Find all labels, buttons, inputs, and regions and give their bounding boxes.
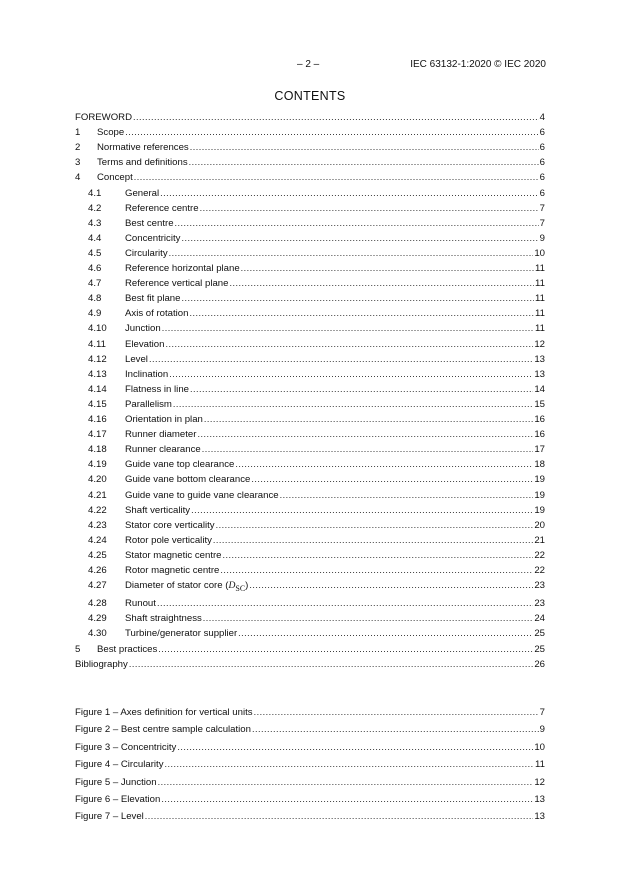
toc-entry-number: 4.17 bbox=[88, 429, 107, 441]
toc-entry-label: Reference vertical plane bbox=[125, 278, 229, 290]
toc-entry-page: 6 bbox=[539, 127, 545, 139]
toc-entry[interactable] bbox=[88, 188, 545, 200]
toc-entry[interactable] bbox=[88, 565, 545, 577]
toc-entry-number: 1 bbox=[75, 127, 81, 139]
math-symbol: $D_{SC}$ bbox=[228, 580, 246, 593]
toc-entry[interactable] bbox=[88, 459, 545, 471]
toc-entry[interactable] bbox=[88, 203, 545, 215]
toc-entry-label: Axis of rotation bbox=[125, 308, 189, 320]
toc-entry-page: 13 bbox=[534, 353, 545, 365]
toc-entry-page: 7 bbox=[539, 217, 545, 229]
toc-entry[interactable] bbox=[88, 505, 545, 517]
contents-title: CONTENTS bbox=[274, 89, 346, 103]
toc-entry-page: 12 bbox=[534, 338, 545, 350]
toc-entry[interactable] bbox=[88, 414, 545, 426]
figure-entry-label: Figure 4 – Circularity bbox=[75, 759, 164, 771]
dot-leader bbox=[125, 127, 538, 137]
toc-entry-number: 4.25 bbox=[88, 549, 107, 561]
dot-leader bbox=[149, 354, 533, 364]
page-header-number: – 2 – bbox=[297, 59, 320, 70]
toc-entry-number: 4.20 bbox=[88, 474, 107, 486]
figure-entry-page: 13 bbox=[534, 811, 545, 823]
toc-entry[interactable] bbox=[88, 628, 545, 640]
dot-leader bbox=[169, 248, 534, 258]
toc-entry-page: 16 bbox=[534, 429, 545, 441]
toc-entry-label: Diameter of stator core $(D_{SC})$ bbox=[125, 580, 249, 593]
toc-entry[interactable] bbox=[75, 157, 545, 169]
figure-entry[interactable] bbox=[75, 707, 545, 719]
toc-entry-label: Reference centre bbox=[125, 202, 199, 214]
toc-entry[interactable] bbox=[88, 520, 545, 532]
toc-entry-page: 11 bbox=[535, 308, 545, 320]
page-header-standard: IEC 63132-1:2020 © IEC 2020 bbox=[410, 59, 546, 70]
dot-leader bbox=[223, 550, 534, 560]
figure-entry[interactable] bbox=[75, 759, 545, 771]
toc-entry-page: 19 bbox=[534, 504, 545, 516]
toc-entry[interactable] bbox=[88, 490, 545, 502]
toc-entry[interactable] bbox=[88, 339, 545, 351]
dot-leader bbox=[158, 777, 534, 787]
toc-entry-page: 18 bbox=[534, 459, 545, 471]
toc-entry-number: 4.6 bbox=[88, 263, 102, 274]
toc-entry-page: 11 bbox=[535, 293, 545, 305]
dot-leader bbox=[203, 613, 534, 623]
toc-entry[interactable] bbox=[75, 112, 545, 124]
dot-leader bbox=[229, 278, 534, 288]
toc-entry-page: 11 bbox=[535, 323, 545, 335]
dot-leader bbox=[175, 218, 539, 228]
figure-entry-label: Figure 2 – Best centre sample calculation bbox=[75, 724, 251, 736]
toc-entry-number: 4.18 bbox=[88, 444, 107, 456]
toc-entry-label: Shaft verticality bbox=[125, 504, 191, 516]
dot-leader bbox=[238, 628, 533, 638]
dot-leader bbox=[160, 188, 539, 198]
toc-entry-page: 23 bbox=[534, 598, 545, 610]
toc-entry-label: Junction bbox=[125, 323, 161, 335]
toc-entry-number: 4.26 bbox=[88, 565, 107, 576]
dot-leader bbox=[157, 598, 533, 608]
dot-leader bbox=[181, 293, 534, 303]
toc-entry-number: 4.5 bbox=[88, 247, 102, 259]
toc-entry-number: 4.22 bbox=[88, 504, 107, 516]
toc-entry-page: 6 bbox=[539, 172, 545, 184]
toc-entry[interactable] bbox=[88, 580, 545, 592]
dot-leader bbox=[169, 369, 533, 379]
toc-entry-number: 4.10 bbox=[88, 323, 107, 335]
figure-entry-label: Figure 6 – Elevation bbox=[75, 794, 161, 805]
toc-entry[interactable] bbox=[88, 323, 545, 335]
figure-entry-page: 9 bbox=[539, 724, 545, 736]
dot-leader bbox=[197, 429, 533, 439]
toc-entry-label: Rotor magnetic centre bbox=[125, 565, 220, 576]
toc-entry-page: 21 bbox=[534, 534, 545, 546]
figure-entry-label: Figure 3 – Concentricity bbox=[75, 741, 177, 753]
toc-entry[interactable] bbox=[88, 218, 545, 230]
dot-leader bbox=[165, 339, 533, 349]
toc-entry-label: Scope bbox=[97, 127, 125, 139]
toc-entry-label: Parallelism bbox=[125, 398, 172, 410]
toc-entry-page: 11 bbox=[535, 263, 545, 274]
toc-entry[interactable] bbox=[88, 598, 545, 610]
dot-leader bbox=[213, 535, 533, 545]
toc-entry-label: Best centre bbox=[125, 217, 174, 229]
toc-entry-label: Best practices bbox=[97, 643, 158, 655]
toc-entry-number: 4.27 bbox=[88, 580, 107, 592]
toc-entry-page: 6 bbox=[539, 157, 545, 169]
toc-entry-page: 14 bbox=[534, 383, 545, 395]
toc-entry-label: Turbine/generator supplier bbox=[125, 628, 238, 640]
toc-entry-label: Inclination bbox=[125, 368, 169, 380]
toc-entry[interactable] bbox=[75, 659, 545, 671]
toc-entry-number: 4.1 bbox=[88, 187, 102, 199]
toc-entry-number: 4.8 bbox=[88, 293, 102, 305]
toc-entry[interactable] bbox=[88, 429, 545, 441]
toc-entry[interactable] bbox=[88, 278, 545, 290]
toc-entry-page: 25 bbox=[534, 628, 545, 640]
toc-entry[interactable] bbox=[88, 308, 545, 320]
figure-entry[interactable] bbox=[75, 742, 545, 754]
toc-entry-page: 25 bbox=[534, 643, 545, 655]
toc-entry-number: 4.29 bbox=[88, 613, 107, 625]
dot-leader bbox=[235, 459, 533, 469]
toc-entry[interactable] bbox=[88, 613, 545, 625]
dot-leader bbox=[241, 263, 534, 273]
toc-entry-page: 16 bbox=[534, 414, 545, 425]
dot-leader bbox=[173, 399, 533, 409]
toc-entry-label: Runout bbox=[125, 598, 156, 610]
toc-entry[interactable] bbox=[88, 444, 545, 456]
toc-entry-label: Terms and definitions bbox=[97, 157, 188, 169]
toc-entry[interactable] bbox=[88, 233, 545, 245]
toc-entry-label: Runner diameter bbox=[125, 429, 197, 441]
toc-entry[interactable] bbox=[75, 142, 545, 154]
toc-entry-label: Best fit plane bbox=[125, 293, 181, 305]
figure-entry-label: Figure 5 – Junction bbox=[75, 776, 157, 788]
figure-entry[interactable] bbox=[75, 811, 545, 823]
toc-entry-label: Concept bbox=[97, 172, 133, 184]
toc-entry[interactable] bbox=[88, 263, 545, 275]
figure-entry[interactable] bbox=[75, 777, 545, 789]
toc-entry-number: 4.12 bbox=[88, 353, 107, 365]
toc-entry-page: 4 bbox=[539, 112, 545, 123]
dot-leader bbox=[251, 474, 533, 484]
toc-entry-label: Normative references bbox=[97, 142, 189, 154]
toc-entry-label: Concentricity bbox=[125, 232, 181, 244]
toc-entry-page: 13 bbox=[534, 368, 545, 380]
toc-entry[interactable] bbox=[88, 550, 545, 562]
toc-entry-page: 11 bbox=[535, 278, 545, 290]
toc-entry-number: 2 bbox=[75, 142, 81, 154]
toc-entry-number: 4.16 bbox=[88, 414, 107, 425]
toc-entry-page: 9 bbox=[539, 232, 545, 244]
toc-entry-number: 4.15 bbox=[88, 398, 107, 410]
toc-entry-number: 4.9 bbox=[88, 308, 102, 320]
toc-entry-label: Flatness in line bbox=[125, 383, 189, 395]
dot-leader bbox=[134, 172, 539, 182]
toc-entry-number: 4.3 bbox=[88, 217, 102, 229]
dot-leader bbox=[190, 142, 539, 152]
dot-leader bbox=[190, 384, 533, 394]
toc-entry-page: 10 bbox=[534, 247, 545, 259]
toc-entry[interactable] bbox=[88, 384, 545, 396]
toc-entry-number: 4.21 bbox=[88, 489, 107, 501]
dot-leader bbox=[177, 742, 533, 752]
toc-entry-number: 4.19 bbox=[88, 459, 107, 471]
toc-entry-page: 22 bbox=[534, 549, 545, 561]
toc-entry-page: 6 bbox=[539, 187, 545, 199]
dot-leader bbox=[158, 644, 533, 654]
dot-leader bbox=[189, 157, 539, 167]
toc-entry-label: Elevation bbox=[125, 338, 165, 350]
toc-entry-label: Circularity bbox=[125, 247, 168, 259]
toc-entry[interactable] bbox=[88, 535, 545, 547]
figure-entry-page: 7 bbox=[539, 707, 545, 718]
math-subscript: SC bbox=[235, 584, 246, 593]
toc-entry[interactable] bbox=[88, 399, 545, 411]
dot-leader bbox=[216, 520, 534, 530]
toc-entry-page: 23 bbox=[534, 580, 545, 592]
toc-entry-page: 24 bbox=[534, 613, 545, 625]
figure-entry[interactable] bbox=[75, 794, 545, 806]
dot-leader bbox=[165, 759, 535, 769]
toc-entry-label: Runner clearance bbox=[125, 444, 201, 456]
toc-entry-number: 4.24 bbox=[88, 534, 107, 546]
dot-leader bbox=[254, 707, 539, 717]
toc-entry-number: 4.14 bbox=[88, 383, 107, 395]
toc-entry-number: 5 bbox=[75, 643, 81, 655]
toc-entry-number: 4 bbox=[75, 172, 81, 184]
dot-leader bbox=[280, 490, 534, 500]
toc-entry-page: 26 bbox=[534, 658, 545, 670]
toc-entry-label: Reference horizontal plane bbox=[125, 263, 240, 274]
toc-entry-label: Bibliography bbox=[75, 658, 128, 670]
toc-entry-page: 17 bbox=[534, 444, 545, 456]
toc-entry-page: 22 bbox=[534, 565, 545, 576]
dot-leader bbox=[252, 724, 539, 734]
toc-entry-label: FOREWORD bbox=[75, 112, 133, 123]
figure-entry-page: 12 bbox=[534, 776, 545, 788]
toc-entry[interactable] bbox=[75, 644, 545, 656]
dot-leader bbox=[249, 580, 533, 590]
toc-entry[interactable] bbox=[88, 248, 545, 260]
toc-entry-page: 19 bbox=[534, 474, 545, 486]
dot-leader bbox=[133, 112, 539, 122]
figure-entry-label: Figure 1 – Axes definition for vertical units bbox=[75, 707, 253, 718]
toc-entry-number: 4.23 bbox=[88, 519, 107, 531]
toc-entry-number: 4.7 bbox=[88, 278, 102, 290]
toc-entry-label: Level bbox=[125, 353, 148, 365]
toc-entry-number: 4.2 bbox=[88, 202, 102, 214]
toc-entry-label: Guide vane to guide vane clearance bbox=[125, 489, 279, 501]
toc-entry[interactable] bbox=[75, 127, 545, 139]
toc-entry-number: 4.28 bbox=[88, 598, 107, 610]
toc-entry-number: 4.4 bbox=[88, 232, 102, 244]
toc-entry-label: Orientation in plan bbox=[125, 414, 203, 425]
toc-entry-page: 7 bbox=[539, 202, 545, 214]
toc-entry-label: Rotor pole verticality bbox=[125, 534, 212, 546]
figure-entry-page: 10 bbox=[534, 741, 545, 753]
dot-leader bbox=[145, 811, 534, 821]
dot-leader bbox=[191, 505, 533, 515]
toc-entry-page: 20 bbox=[534, 519, 545, 531]
dot-leader bbox=[220, 565, 533, 575]
dot-leader bbox=[202, 444, 534, 454]
figure-entry[interactable] bbox=[75, 724, 545, 736]
figure-entry-page: 11 bbox=[535, 759, 545, 771]
toc-entry-page: 19 bbox=[534, 489, 545, 501]
dot-leader bbox=[162, 323, 534, 333]
toc-entry-number: 3 bbox=[75, 157, 81, 169]
toc-entry-page: 6 bbox=[539, 142, 545, 154]
dot-leader bbox=[204, 414, 533, 424]
dot-leader bbox=[189, 308, 534, 318]
toc-entry-number: 4.11 bbox=[88, 338, 106, 350]
toc-entry[interactable] bbox=[88, 354, 545, 366]
toc-entry-number: 4.30 bbox=[88, 628, 107, 640]
toc-entry-label: General bbox=[125, 187, 160, 199]
toc-entry-label: Stator magnetic centre bbox=[125, 549, 222, 561]
dot-leader bbox=[181, 233, 538, 243]
toc-entry-number: 4.13 bbox=[88, 368, 107, 380]
dot-leader bbox=[129, 659, 534, 669]
toc-entry[interactable] bbox=[75, 172, 545, 184]
dot-leader bbox=[200, 203, 539, 213]
dot-leader bbox=[161, 794, 533, 804]
toc-entry[interactable] bbox=[88, 474, 545, 486]
toc-entry[interactable] bbox=[88, 369, 545, 381]
toc-entry-label: Shaft straightness bbox=[125, 613, 202, 625]
toc-entry-label: Guide vane top clearance bbox=[125, 459, 235, 471]
toc-entry-label: Stator core verticality bbox=[125, 519, 215, 531]
toc-entry[interactable] bbox=[88, 293, 545, 305]
figure-entry-page: 13 bbox=[534, 794, 545, 805]
toc-entry-page: 15 bbox=[534, 398, 545, 410]
figure-entry-label: Figure 7 – Level bbox=[75, 811, 144, 823]
toc-entry-label: Guide vane bottom clearance bbox=[125, 474, 251, 486]
